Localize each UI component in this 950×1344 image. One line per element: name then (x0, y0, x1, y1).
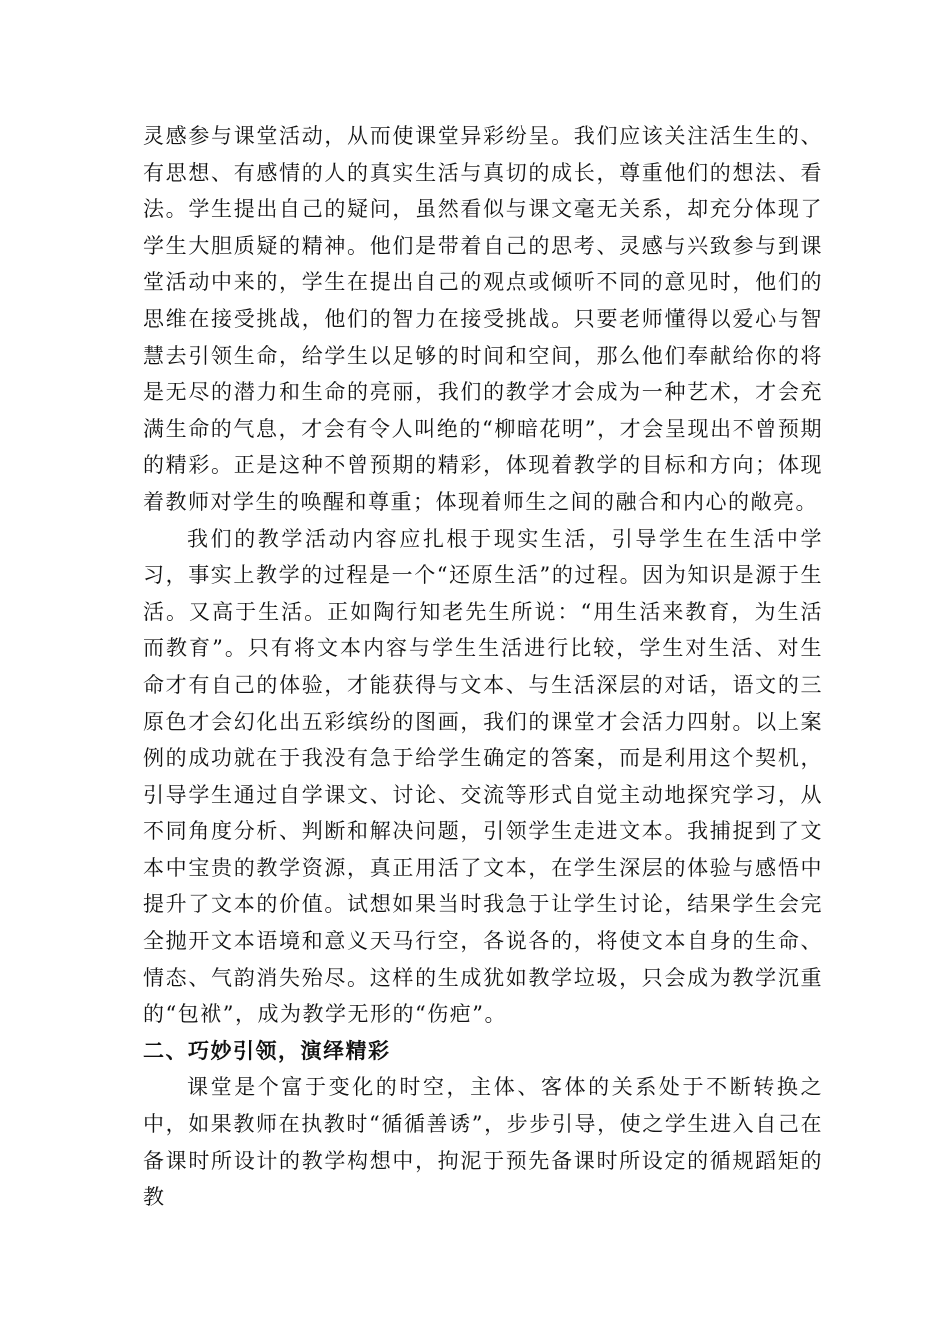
section-heading: 二、巧妙引领，演绎精彩 (143, 1038, 391, 1063)
section-paragraph: 课堂是个富于变化的时空，主体、客体的关系处于不断转换之中，如果教师在执教时“循循善诱”，步步引导，使之学生进入自己在备课时所设计的教学构想中，拘泥于预先备课时所设定的循规蹈矩的教 (143, 1075, 823, 1210)
document-page (143, 118, 823, 1216)
body-paragraph-2: 我们的教学活动内容应扎根于现实生活，引导学生在生活中学习，事实上教学的过程是一个“还原生活”的过程。因为知识是源于生活。又高于生活。正如陶行知老先生所说：“用生活来教育，为生活而教育”。只有将文本内容与学生生活进行比较，学生对生活、对生命才有自己的体验，才能获得与文本、与生活深层的对话，语文的三原色才会幻化出五彩缤纷的图画，我们的课堂才会活力四射。以上案例的成功就在于我没有急于给学生确定的答案，而是利用这个契机，引导学生通过自学课文、讨论、交流等形式自觉主动地探究学习，从不同角度分析、判断和解决问题，引领学生走进文本。我捕捉到了文本中宝贵的教学资源，真正用活了文本，在学生深层的体验与感悟中提升了文本的价值。试想如果当时我急于让学生讨论，结果学生会完全抛开文本语境和意义天马行空，各说各的，将使文本自身的生命、情态、气韵消失殆尽。这样的生成犹如教学垃圾，只会成为教学沉重的“包袱”，成为教学无形的“伤疤”。 (143, 526, 823, 1027)
body-paragraph-1: 灵感参与课堂活动，从而使课堂异彩纷呈。我们应该关注活生生的、有思想、有感情的人的真实生活与真切的成长，尊重他们的想法、看法。学生提出自己的疑问，虽然看似与课文毫无关系，却充分体现了学生大胆质疑的精神。他们是带着自己的思考、灵感与兴致参与到课堂活动中来的，学生在提出自己的观点或倾听不同的意见时，他们的思维在接受挑战，他们的智力在接受挑战。只要老师懂得以爱心与智慧去引领生命，给学生以足够的时间和空间，那么他们奉献给你的将是无尽的潜力和生命的亮丽，我们的教学才会成为一种艺术，才会充满生命的气息，才会有令人叫绝的“柳暗花明”，才会呈现出不曾预期的精彩。正是这种不曾预期的精彩，体现着教学的目标和方向；体现着教师对学生的唤醒和尊重；体现着师生之间的融合和内心的敞亮。 (143, 124, 823, 514)
